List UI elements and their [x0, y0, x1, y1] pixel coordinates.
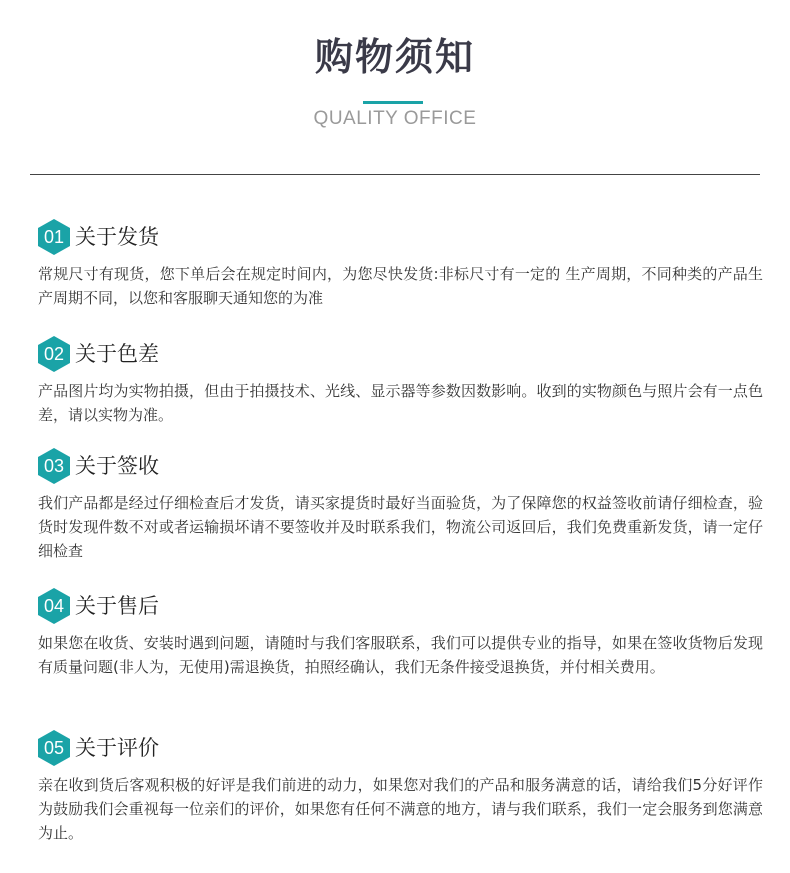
hexagon-badge-icon [38, 730, 70, 766]
section-title: 关于签收 [75, 454, 159, 478]
section-after-sales [38, 588, 763, 679]
section-title: 关于评价 [75, 736, 159, 760]
section-title: 关于发货 [75, 225, 159, 249]
header-divider [30, 174, 760, 175]
section-review [38, 730, 763, 845]
section-title: 关于色差 [75, 342, 159, 366]
section-body: 常规尺寸有现货，您下单后会在规定时间内，为您尽快发货:非标尺寸有一定的 生产周期，不同种类的产品生产周期不同，以您和客服聊天通知您的为准 [38, 265, 763, 307]
section-number: 03 [43, 456, 65, 476]
section-number: 05 [43, 738, 65, 758]
section-color-difference [38, 336, 763, 427]
section-body: 产品图片均为实物拍摄，但由于拍摄技术、光线、显示器等参数因数影响。收到的实物颜色与照片会有一点色差，请以实物为准。 [38, 382, 763, 424]
page-subtitle: QUALITY OFFICE [313, 108, 477, 129]
section-body: 我们产品都是经过仔细检查后才发货，请买家提货时最好当面验货，为了保障您的权益签收前请仔细检查，验货时发现件数不对或者运输损坏请不要签收并及时联系我们，物流公司返回后，我们免费重新发货，请一定仔细检查 [38, 494, 763, 560]
section-number: 01 [43, 227, 65, 247]
title-accent-bar [363, 101, 423, 104]
section-number: 02 [43, 344, 65, 364]
section-body: 如果您在收货、安装时遇到问题，请随时与我们客服联系，我们可以提供专业的指导，如果在签收货物后发现有质量问题(非人为，无使用)需退换货，拍照经确认，我们无条件接受退换货，并付相关费用。 [38, 634, 763, 676]
section-body: 亲在收到货后客观积极的好评是我们前进的动力，如果您对我们的产品和服务满意的话，请给我们5分好评作为鼓励我们会重视每一位亲们的评价，如果您有任何不满意的地方，请与我们联系，我们一定会服务到您满意为止。 [38, 776, 763, 842]
hexagon-badge-icon [38, 219, 70, 255]
page-title: 购物须知 [314, 35, 475, 79]
section-title: 关于售后 [75, 594, 159, 618]
section-receipt [38, 448, 763, 563]
section-shipping [38, 219, 763, 310]
section-number: 04 [43, 596, 65, 616]
hexagon-badge-icon [38, 336, 70, 372]
hexagon-badge-icon [38, 588, 70, 624]
hexagon-badge-icon [38, 448, 70, 484]
